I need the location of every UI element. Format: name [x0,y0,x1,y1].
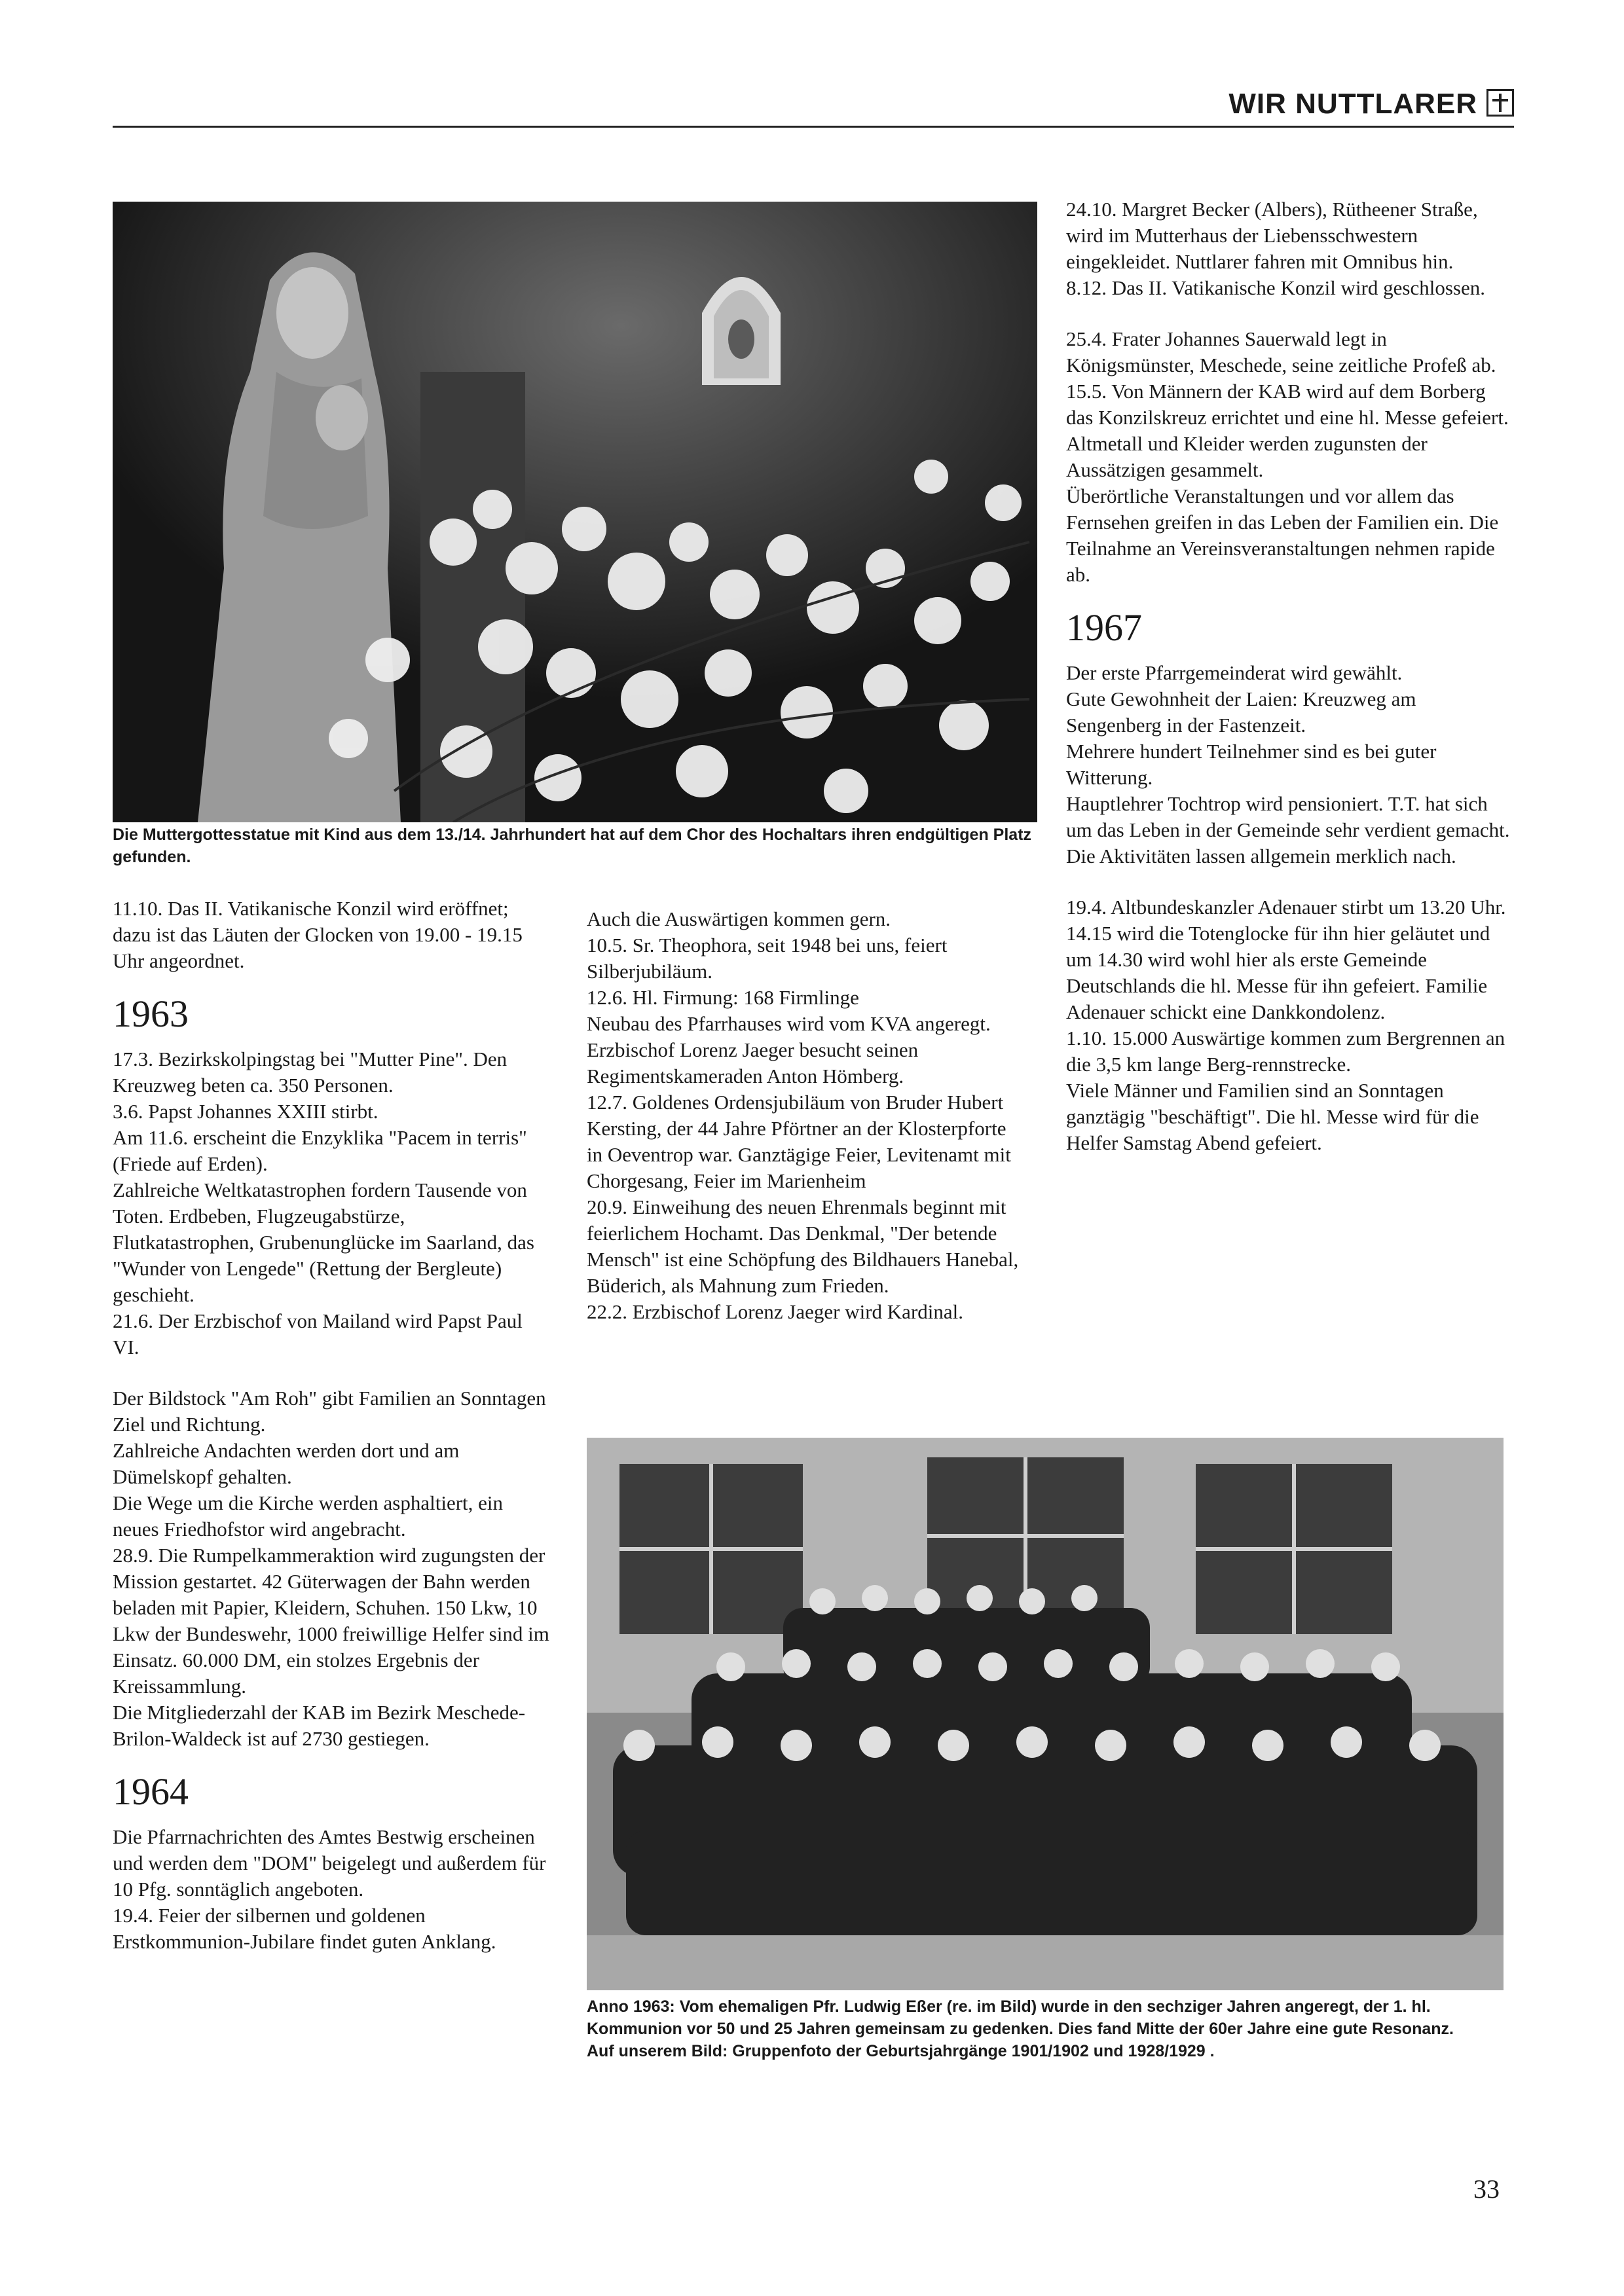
group-photo-illustration [587,1438,1504,1990]
photo-caption-statue: Die Muttergottesstatue mit Kind aus dem 13./14. Jahrhundert hat auf dem Chor des Hochaltars ihren endgültigen Platz gefunden. [113,826,1032,866]
photo-caption-group [587,1995,1504,2062]
madonna-statue-photo [113,202,1037,822]
running-header [113,84,1514,126]
caption-text: Auf unserem Bild: Gruppenfoto der Geburtsjahrgänge 1901/1902 und 1928/1929 . [587,2042,1215,2060]
paragraph: Die Pfarrnachrichten des Amtes Bestwig erscheinen und werden dem "DOM" beigelegt und außerdem für 10 Pfg. sonntäglich angeboten. 19.4. Feier der silbernen und goldenen Erstkommunion-Jubilare findet guten Anklang. [113,1825,546,1953]
paragraph: 24.10. Margret Becker (Albers), Rütheener Straße, wird im Mutterhaus der Liebensschwestern eingekleidet. Nuttlarer fahren mit Omnibus hin. 8.12. Das II. Vatikanische Konzil wird geschlossen. [1066,198,1485,299]
cross-logo-icon [1486,89,1514,117]
text-column-middle [587,906,1027,1325]
page-number: 33 [1473,2174,1500,2204]
text-column-left [113,896,550,1955]
paragraph: 11.10. Das II. Vatikanische Konzil wird eröffnet; dazu ist das Läuten der Glocken von 19.00 - 19.15 Uhr angeordnet. [113,897,523,972]
year-heading: 1967 [1066,606,1142,649]
madonna-statue-illustration [113,202,1037,822]
text-column-right [1066,196,1511,1156]
paragraph: Auch die Auswärtigen kommen gern. 10.5. Sr. Theophora, seit 1948 bei uns, feiert Silberjubiläum. 12.6. Hl. Firmung: 168 Firmlinge Neubau des Pfarrhauses wird vom KVA angeregt. Erzbischof Lorenz Jaeger besucht seinen Regimentskameraden Anton Hömberg. 12.7. Goldenes Ordensjubiläum von Bruder Hubert Kersting, der 44 Jahre Pförtner an der Klosterpforte in Oeventrop war. Ganztägige Feier, Levitenamt mit Chorgesang, Feier im Marienheim 20.9. Einweihung des neuen Ehrenmals beginnt mit feierlichem Hochamt. Das Denkmal, "Der betende Mensch" ist eine Schöpfung des Bildhauers Hanebal, Büderich, als Mahnung zum Frieden. 22.2. Erzbischof Lorenz Jaeger wird Kardinal. [587,907,1019,1323]
paragraph: Der erste Pfarrgemeinderat wird gewählt. Gute Gewohnheit der Laien: Kreuzweg am Sengenberg in der Fastenzeit. Mehrere hundert Teilnehmer sind es bei guter Witterung. Hauptlehrer Tochtrop wird pensioniert. T.T. hat sich um das Leben in der Gemeinde sehr verdient gemacht. Die Aktivitäten lassen allgemein merklich nach. [1066,661,1510,867]
publication-title: WIR NUTTLARER [1228,88,1477,120]
caption-text: Anno 1963: Vom ehemaligen Pfr. Ludwig Eßer (re. im Bild) wurde in den sechziger Jahren angeregt, der 1. hl. Kommunion vor 50 und 25 Jahren gemeinsam zu gedenken. Dies fand Mitte der 60er Jahre eine gute Resonanz. [587,1997,1454,2038]
paragraph: 25.4. Frater Johannes Sauerwald legt in Königsmünster, Meschede, seine zeitliche Profeß ab. 15.5. Von Männern der KAB wird auf dem Borberg das Konzilskreuz errichtet und eine hl. Messe gefeiert. Altmetall und Kleider werden zugunsten der Aussätzigen gesammelt. Überörtliche Veranstaltungen und vor allem das Fernsehen greifen in das Leben der Familien ein. Die Teilnahme an Vereinsveranstaltungen nehmen rapide ab. [1066,327,1509,586]
paragraph: 17.3. Bezirkskolpingstag bei "Mutter Pine". Den Kreuzweg beten ca. 350 Personen. 3.6. Papst Johannes XXIII stirbt. Am 11.6. erscheint die Enzyklika "Pacem in terris" (Friede auf Erden). Zahlreiche Weltkatastrophen fordern Tausende von Toten. Erdbeben, Flugzeugabstürze, Flutkatastrophen, Grubenunglücke im Saarland, das "Wunder von Lengede" (Rettung der Bergleute) geschieht. 21.6. Der Erzbischof von Mailand wird Papst Paul VI. [113,1048,534,1358]
year-heading: 1963 [113,993,189,1035]
group-photo [587,1438,1504,1990]
paragraph: 19.4. Altbundeskanzler Adenauer stirbt um 13.20 Uhr. 14.15 wird die Totenglocke für ihn hier geläutet und um 14.30 wird wohl hier als erste Gemeinde Deutschlands die hl. Messe für ihn gefeiert. Familie Adenauer schickt eine Dankkondolenz. 1.10. 15.000 Auswärtige kommen zum Bergrennen an die 3,5 km lange Berg-rennstrecke. Viele Männer und Familien sind an Sonntagen ganztägig "beschäftigt". Die hl. Messe wird für die Helfer Samstag Abend gefeiert. [1066,896,1506,1154]
year-heading: 1964 [113,1770,189,1813]
header-divider [113,126,1514,128]
paragraph: Der Bildstock "Am Roh" gibt Familien an Sonntagen Ziel und Richtung. Zahlreiche Andachten werden dort und am Dümelskopf gehalten. Die Wege um die Kirche werden asphaltiert, ein neues Friedhofstor wird angebracht. 28.9. Die Rumpelkammeraktion wird zugungsten der Mission gestartet. 42 Güterwagen der Bahn werden beladen mit Papier, Kleidern, Schuhen. 150 Lkw, 10 Lkw der Bundeswehr, 1000 freiwillige Helfer sind im Einsatz. 60.000 DM, ein stolzes Ergebnis der Kreissammlung. Die Mitgliederzahl der KAB im Bezirk Meschede-Brilon-Waldeck ist auf 2730 gestiegen. [113,1387,549,1750]
